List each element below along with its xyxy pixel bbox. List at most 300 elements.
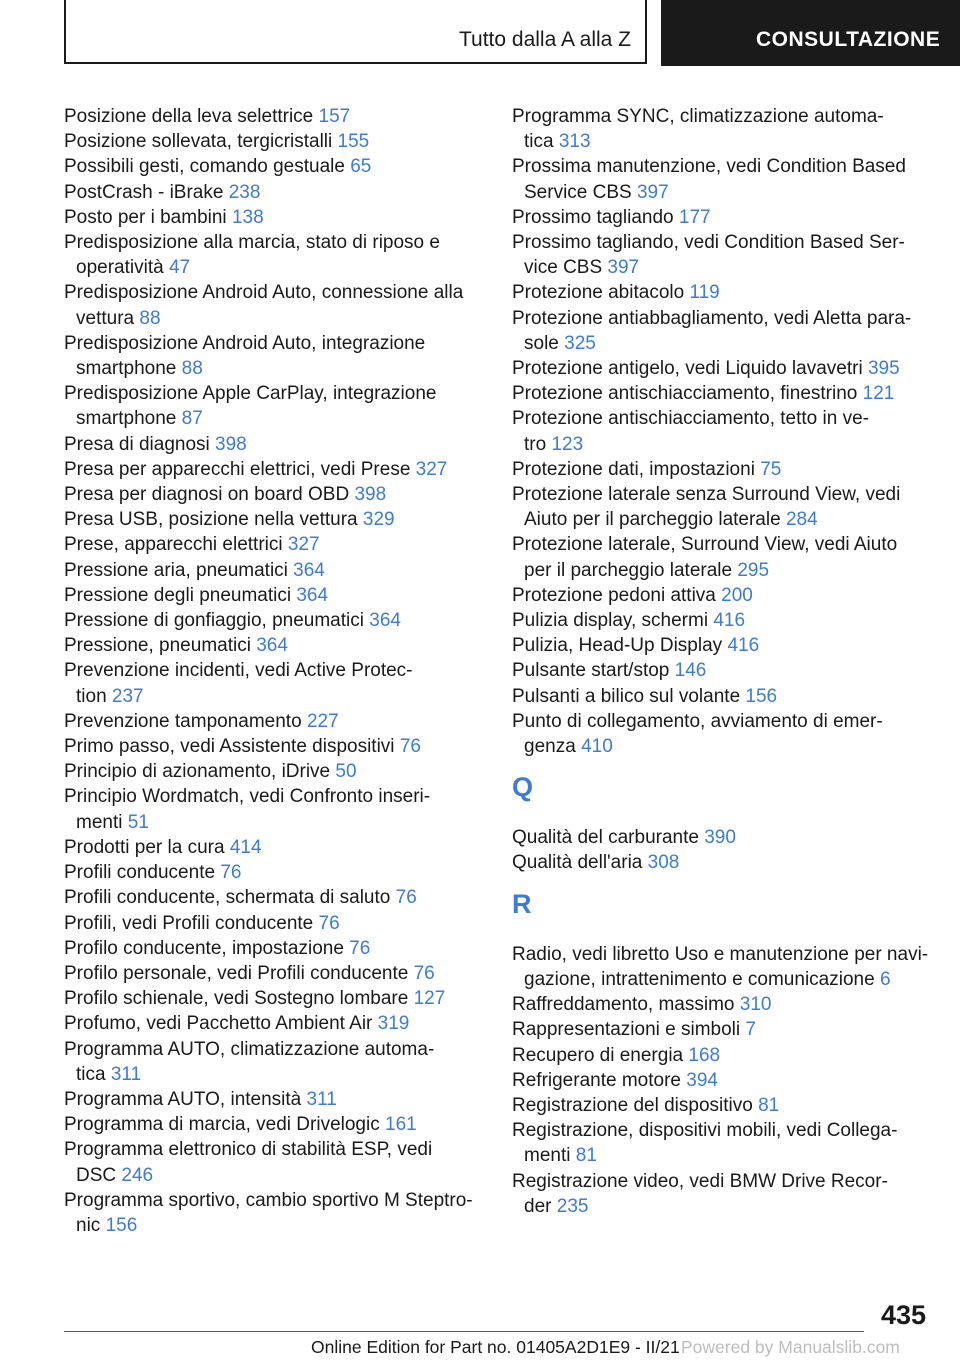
- index-entry-text: [512, 992, 932, 1017]
- index-entry-text: [64, 1011, 484, 1036]
- index-entry: [512, 825, 932, 850]
- page-reference-link[interactable]: 155: [337, 131, 370, 153]
- index-entry-label: Registrazione del dispositivo: [512, 1094, 753, 1116]
- page-reference-link[interactable]: 327: [415, 458, 448, 480]
- index-entry-text: [64, 1137, 484, 1162]
- index-entry: [512, 608, 932, 633]
- index-entry-label: Protezione laterale senza Surround View, vedi: [512, 484, 901, 506]
- page-reference-link[interactable]: 88: [139, 307, 161, 329]
- page-reference-link[interactable]: 398: [215, 433, 247, 455]
- index-entry: [64, 230, 484, 280]
- index-entry-text: [64, 1112, 484, 1137]
- index-entry-label: Possibili gesti, comando gestuale: [64, 156, 345, 178]
- page-reference-link[interactable]: 51: [127, 811, 149, 833]
- page-reference-link[interactable]: 364: [256, 635, 288, 657]
- page-reference-link[interactable]: 313: [558, 131, 591, 153]
- page-reference-link[interactable]: 87: [181, 408, 203, 430]
- index-entry: [64, 1011, 484, 1036]
- page-reference-link[interactable]: 416: [727, 635, 760, 657]
- index-entry-label: Posizione sollevata, tergicristalli: [64, 131, 333, 153]
- index-entry-label: Presa USB, posizione nella vettura: [64, 509, 358, 531]
- index-entry-text: [512, 1043, 932, 1068]
- index-entry-text: [512, 583, 932, 608]
- page-reference-link[interactable]: 81: [575, 1145, 597, 1167]
- index-entry-label: Pulizia, Head-Up Display: [512, 635, 723, 657]
- index-entry-text: [64, 1087, 484, 1112]
- index-entry: [512, 633, 932, 658]
- page-reference-link[interactable]: 397: [607, 257, 640, 279]
- index-entry-label: Programma AUTO, climatizzazione automa-: [64, 1038, 435, 1060]
- index-entry: [512, 381, 932, 406]
- index-entry-label: Predisposizione alla marcia, stato di riposo e: [64, 232, 440, 254]
- index-entry-label: Profili, vedi Profili conducente: [64, 912, 314, 934]
- index-entry-label: gazione, intrattenimento e comunicazione: [524, 968, 875, 990]
- index-entry-label: Qualità dell'aria: [512, 852, 643, 874]
- page-reference-link[interactable]: 327: [287, 534, 320, 556]
- index-entry-text: [512, 482, 932, 507]
- index-entry-label: Protezione dati, impostazioni: [512, 458, 755, 480]
- page-reference-link[interactable]: 329: [362, 509, 395, 531]
- page-reference-link[interactable]: 156: [745, 685, 778, 707]
- page-reference-link[interactable]: 75: [760, 458, 782, 480]
- index-entry: [64, 507, 484, 532]
- index-entry-label: Rappresentazioni e simboli: [512, 1019, 741, 1041]
- page-reference-link[interactable]: 76: [413, 962, 435, 984]
- index-entry: [64, 1087, 484, 1112]
- index-entry-continuation: [512, 432, 932, 457]
- index-entry-label: Predisposizione Apple CarPlay, integrazione: [64, 383, 437, 405]
- index-entry-text: [64, 280, 484, 305]
- index-entry-text: [64, 558, 484, 583]
- index-entry-text: [64, 608, 484, 633]
- page-reference-link[interactable]: 157: [318, 106, 351, 127]
- index-entry: [64, 961, 484, 986]
- index-entry-label: vice CBS: [524, 257, 603, 279]
- index-entry-label: Protezione laterale, Surround View, vedi Aiuto: [512, 534, 898, 556]
- index-entry-text: [512, 825, 932, 850]
- index-entry-text: [512, 942, 932, 967]
- page-reference-link[interactable]: 414: [229, 836, 262, 858]
- index-entry-text: [64, 885, 484, 910]
- index-entry-label: Presa per diagnosi on board OBD: [64, 484, 350, 506]
- index-entry-text: [512, 230, 932, 255]
- index-entry-label: Pressione aria, pneumatici: [64, 559, 288, 581]
- index-entry-text: [64, 709, 484, 734]
- index-entry-text: [64, 734, 484, 759]
- index-entry-continuation: [512, 507, 932, 532]
- index-entry-continuation: [64, 356, 484, 381]
- index-entry-text: [64, 784, 484, 809]
- page-reference-link[interactable]: 123: [551, 433, 584, 455]
- page-reference-link[interactable]: 235: [556, 1195, 589, 1217]
- index-entry-label: tion: [76, 685, 107, 707]
- page-reference-link[interactable]: 325: [564, 332, 596, 354]
- index-entry-label: Profili conducente: [64, 862, 216, 884]
- index-entry-label: Posizione della leva selettrice: [64, 106, 314, 127]
- index-entry-label: menti: [76, 811, 123, 833]
- index-entry: [512, 406, 932, 456]
- index-entry-text: [64, 1037, 484, 1062]
- page-reference-link[interactable]: 76: [395, 887, 417, 909]
- index-entry-continuation: [512, 967, 932, 992]
- index-entry-label: Prevenzione tamponamento: [64, 710, 302, 732]
- index-entry-label: Pulsanti a bilico sul volante: [512, 685, 741, 707]
- section-title: Tutto dalla A alla Z: [459, 28, 631, 51]
- index-entry-text: [64, 583, 484, 608]
- index-entry-continuation: [64, 1163, 484, 1188]
- index-entry-text: [64, 205, 484, 230]
- index-entry: [512, 658, 932, 683]
- header-section-box: [64, 0, 647, 64]
- index-entry-continuation: [512, 255, 932, 280]
- index-entry-text: [512, 457, 932, 482]
- page-reference-link[interactable]: 394: [686, 1069, 718, 1091]
- index-entry: [512, 684, 932, 709]
- index-entry: [64, 986, 484, 1011]
- page-reference-link[interactable]: 398: [354, 484, 387, 506]
- index-entry: [512, 942, 932, 992]
- index-entry-label: Service CBS: [524, 181, 632, 203]
- index-entry-label: sole: [524, 332, 559, 354]
- index-entry-label: Protezione abitacolo: [512, 282, 685, 304]
- index-entry-text: [64, 129, 484, 154]
- index-entry: [512, 306, 932, 356]
- index-entry: [64, 558, 484, 583]
- index-entry-label: der: [524, 1195, 552, 1217]
- page-reference-link[interactable]: 6: [879, 968, 891, 990]
- index-entry-text: [512, 205, 932, 230]
- index-entry-text: [64, 230, 484, 255]
- page-reference-link[interactable]: 395: [867, 358, 900, 380]
- index-entry-label: Protezione antiabbagliamento, vedi Aletta para-: [512, 307, 912, 329]
- index-entry-label: Profumo, vedi Pacchetto Ambient Air: [64, 1013, 373, 1035]
- index-entry: [64, 1188, 484, 1238]
- index-entry-label: Protezione antischiacciamento, tetto in ve-: [512, 408, 869, 430]
- index-entry-continuation: [512, 180, 932, 205]
- index-entry-label: Prossimo tagliando: [512, 206, 674, 228]
- index-entry-label: Predisposizione Android Auto, connessione alla: [64, 282, 464, 304]
- index-entry-text: [64, 759, 484, 784]
- index-entry-text: [512, 356, 932, 381]
- index-entry-text: [512, 406, 932, 431]
- page-reference-link[interactable]: 364: [369, 610, 401, 632]
- page-reference-link[interactable]: 76: [349, 937, 371, 959]
- index-entry: [64, 633, 484, 658]
- page-reference-link[interactable]: 7: [745, 1019, 756, 1041]
- index-entry-text: [64, 457, 484, 482]
- index-entry-label: Prevenzione incidenti, vedi Active Protec-: [64, 660, 413, 682]
- index-entry-text: [64, 658, 484, 683]
- index-entry-label: smartphone: [76, 408, 177, 430]
- page-reference-link[interactable]: 237: [111, 685, 144, 707]
- page-reference-link[interactable]: 311: [306, 1088, 337, 1110]
- index-column-left: [64, 104, 484, 1238]
- index-entry-text: [512, 709, 932, 734]
- page-reference-link[interactable]: 311: [110, 1063, 142, 1085]
- index-entry-continuation: [64, 684, 484, 709]
- page-reference-link[interactable]: 76: [318, 912, 340, 934]
- index-entry-label: per il parcheggio laterale: [524, 559, 733, 581]
- index-entry-text: [64, 180, 484, 205]
- index-entry-label: Registrazione video, vedi BMW Drive Recor-: [512, 1170, 888, 1192]
- index-entry-continuation: [512, 1194, 932, 1219]
- index-entry: [64, 658, 484, 708]
- index-entry-label: Programma di marcia, vedi Drivelogic: [64, 1114, 380, 1136]
- index-entry: [64, 381, 484, 431]
- index-entry-label: PostCrash - iBrake: [64, 181, 224, 203]
- index-entry-continuation: [64, 306, 484, 331]
- index-entry-text: [64, 860, 484, 885]
- index-entry-label: Programma sportivo, cambio sportivo M Steptro-: [64, 1189, 473, 1211]
- index-entry: [64, 104, 484, 129]
- index-entry: [64, 835, 484, 860]
- index-entry-label: Protezione antigelo, vedi Liquido lavavetri: [512, 358, 863, 380]
- page-reference-link[interactable]: 410: [581, 736, 613, 758]
- footer-edition: Online Edition for Part no. 01405A2D1E9 - II/21: [311, 1337, 680, 1357]
- index-entry-label: Principio Wordmatch, vedi Confronto inseri-: [64, 786, 431, 808]
- page-reference-link[interactable]: 50: [335, 761, 357, 783]
- page-reference-link[interactable]: 390: [704, 827, 736, 849]
- index-entry: [512, 1043, 932, 1068]
- page-reference-link[interactable]: 121: [862, 383, 895, 405]
- page-reference-link[interactable]: 284: [785, 509, 818, 531]
- index-entry: [512, 532, 932, 582]
- index-entry: [64, 709, 484, 734]
- index-entry-label: Raffreddamento, massimo: [512, 994, 735, 1016]
- page-reference-link[interactable]: 76: [220, 862, 242, 884]
- index-entry-label: Radio, vedi libretto Uso e manutenzione per navi-: [512, 943, 929, 965]
- page-reference-link[interactable]: 138: [231, 206, 264, 228]
- index-entry-text: [64, 961, 484, 986]
- index-entry-label: genza: [524, 736, 576, 758]
- index-entry: [64, 129, 484, 154]
- index-entry-continuation: [64, 810, 484, 835]
- page-reference-link[interactable]: 200: [721, 584, 753, 606]
- index-entry-text: [64, 532, 484, 557]
- index-entry-label: Profilo conducente, impostazione: [64, 937, 344, 959]
- page-reference-link[interactable]: 47: [168, 257, 191, 279]
- index-entry-label: Prese, apparecchi elettrici: [64, 534, 283, 556]
- index-entry: [64, 1112, 484, 1137]
- index-entry-label: tica: [524, 131, 554, 153]
- index-entry: [64, 911, 484, 936]
- index-entry-label: Programma SYNC, climatizzazione automa-: [512, 106, 884, 127]
- index-entry-label: DSC: [76, 1164, 117, 1186]
- page-number: 435: [880, 1300, 926, 1330]
- page-reference-link[interactable]: 310: [739, 994, 772, 1016]
- index-entry-label: Protezione antischiacciamento, finestrino: [512, 383, 858, 405]
- page-reference-link[interactable]: 364: [296, 584, 329, 606]
- index-entry-continuation: [64, 255, 484, 280]
- index-entry-label: tica: [76, 1063, 106, 1085]
- index-entry-label: Recupero di energia: [512, 1044, 684, 1066]
- index-entry-text: [512, 633, 932, 658]
- page-reference-link[interactable]: 156: [105, 1214, 138, 1236]
- index-entry-continuation: [512, 558, 932, 583]
- index-entry: [512, 583, 932, 608]
- index-entry-text: [64, 104, 484, 129]
- index-letter-heading: Q: [512, 772, 534, 803]
- chapter-tab-label: CONSULTAZIONE: [756, 28, 941, 51]
- index-entry: [512, 280, 932, 305]
- index-entry: [64, 457, 484, 482]
- index-entry-text: [64, 507, 484, 532]
- index-letter-heading: R: [512, 888, 532, 919]
- index-entry-text: [512, 1068, 932, 1093]
- index-entry: [64, 1137, 484, 1187]
- index-entry: [64, 784, 484, 834]
- page-reference-link[interactable]: 88: [181, 358, 203, 380]
- index-entry-label: Punto di collegamento, avviamento di emer-: [512, 710, 883, 732]
- index-entry-text: [512, 154, 932, 179]
- index-entry-label: Programma AUTO, intensità: [64, 1088, 302, 1110]
- page-reference-link[interactable]: 65: [350, 156, 372, 178]
- index-entry-text: [512, 1093, 932, 1118]
- index-entry-label: Protezione pedoni attiva: [512, 584, 716, 606]
- index-entry: [512, 1068, 932, 1093]
- index-entry-label: menti: [524, 1145, 571, 1167]
- index-entry: [512, 457, 932, 482]
- index-entry-text: [512, 684, 932, 709]
- index-entry-text: [64, 911, 484, 936]
- page-reference-link[interactable]: 227: [306, 710, 339, 732]
- index-entry-continuation: [512, 129, 932, 154]
- index-entry-continuation: [512, 734, 932, 759]
- page-reference-link[interactable]: 397: [636, 181, 669, 203]
- index-entry-text: [512, 381, 932, 406]
- index-entry: [512, 104, 932, 154]
- index-entry: [512, 709, 932, 759]
- index-entry-label: Presa per apparecchi elettrici, vedi Prese: [64, 458, 411, 480]
- page-reference-link[interactable]: 308: [647, 852, 680, 874]
- index-entry: [64, 608, 484, 633]
- index-entry-label: smartphone: [76, 358, 177, 380]
- index-entry-text: [512, 1118, 932, 1143]
- index-entry-label: Primo passo, vedi Assistente dispositivi: [64, 736, 395, 758]
- index-entry-text: [512, 1017, 932, 1042]
- index-entry-label: Profilo schienale, vedi Sostegno lombare: [64, 988, 409, 1010]
- index-entry-text: [64, 432, 484, 457]
- index-entry-label: Posto per i bambini: [64, 206, 227, 228]
- index-entry: [512, 356, 932, 381]
- index-entry: [64, 280, 484, 330]
- index-entry-label: Pressione di gonfiaggio, pneumatici: [64, 610, 364, 632]
- index-entry-label: Refrigerante motore: [512, 1069, 681, 1091]
- index-entry: [512, 850, 932, 875]
- page-reference-link[interactable]: 238: [228, 181, 261, 203]
- index-entry-continuation: [512, 1143, 932, 1168]
- index-entry: [64, 583, 484, 608]
- index-entry-text: [64, 986, 484, 1011]
- index-entry: [512, 1017, 932, 1042]
- index-entry-label: Registrazione, dispositivi mobili, vedi Collega-: [512, 1120, 898, 1142]
- index-entry: [64, 331, 484, 381]
- page-reference-link[interactable]: 81: [758, 1094, 780, 1116]
- page-reference-link[interactable]: 364: [293, 559, 325, 581]
- index-entry-label: operatività: [76, 257, 164, 279]
- index-entry: [512, 1169, 932, 1219]
- page-reference-link[interactable]: 168: [688, 1044, 721, 1066]
- index-entry-label: Pulizia display, schermi: [512, 610, 709, 632]
- index-entry-text: [64, 835, 484, 860]
- index-entry-label: Aiuto per il parcheggio laterale: [524, 509, 781, 531]
- index-entry-label: Presa di diagnosi: [64, 433, 210, 455]
- index-entry: [512, 205, 932, 230]
- index-entry-label: Prodotti per la cura: [64, 836, 225, 858]
- index-entry-text: [512, 306, 932, 331]
- page-reference-link[interactable]: 246: [121, 1164, 154, 1186]
- index-entry-text: [512, 104, 932, 129]
- footer-divider: [64, 1331, 864, 1332]
- index-entry-text: [64, 381, 484, 406]
- index-entry-label: Prossimo tagliando, vedi Condition Based Ser-: [512, 232, 905, 254]
- page-reference-link[interactable]: 161: [385, 1114, 417, 1136]
- index-entry: [512, 154, 932, 204]
- page-reference-link[interactable]: 76: [399, 736, 421, 758]
- page-reference-link[interactable]: 127: [413, 988, 446, 1010]
- index-entry-label: tro: [524, 433, 547, 455]
- page-reference-link[interactable]: 177: [678, 206, 711, 228]
- index-entry: [512, 230, 932, 280]
- index-entry-text: [64, 482, 484, 507]
- index-entry-label: Principio di azionamento, iDrive: [64, 761, 331, 783]
- page-reference-link[interactable]: 416: [713, 610, 746, 632]
- index-entry-text: [512, 532, 932, 557]
- page-reference-link[interactable]: 146: [674, 660, 707, 682]
- index-entry: [64, 936, 484, 961]
- index-entry-label: nic: [76, 1214, 101, 1236]
- index-entry-text: [512, 280, 932, 305]
- index-entry: [64, 482, 484, 507]
- index-entry-text: [512, 1169, 932, 1194]
- index-entry-label: Profili conducente, schermata di saluto: [64, 887, 391, 909]
- index-entry-text: [64, 154, 484, 179]
- watermark: Powered by Manualslib.com: [681, 1337, 900, 1357]
- page-reference-link[interactable]: 119: [689, 282, 720, 304]
- index-entry-text: [64, 331, 484, 356]
- index-entry-label: Qualità del carburante: [512, 827, 699, 849]
- index-entry-label: Profilo personale, vedi Profili conducente: [64, 962, 409, 984]
- index-entry-label: Prossima manutenzione, vedi Condition Based: [512, 156, 906, 178]
- index-entry: [64, 205, 484, 230]
- chapter-tab: [661, 0, 960, 66]
- index-entry-continuation: [64, 1213, 484, 1238]
- index-entry: [64, 180, 484, 205]
- index-entry-label: Predisposizione Android Auto, integrazione: [64, 332, 426, 354]
- index-entry: [64, 532, 484, 557]
- page-reference-link[interactable]: 319: [377, 1013, 410, 1035]
- index-entry-text: [512, 850, 932, 875]
- index-entry-label: vettura: [76, 307, 135, 329]
- index-entry: [64, 860, 484, 885]
- index-entry: [64, 734, 484, 759]
- index-entry: [64, 1037, 484, 1087]
- index-column-right: [512, 104, 932, 1219]
- index-entry-text: [64, 1188, 484, 1213]
- page-reference-link[interactable]: 295: [737, 559, 770, 581]
- index-entry: [512, 992, 932, 1017]
- index-entry: [512, 1093, 932, 1118]
- index-entry: [64, 759, 484, 784]
- index-entry-text: [512, 658, 932, 683]
- index-entry-text: [512, 608, 932, 633]
- index-entry-continuation: [64, 406, 484, 431]
- index-entry-text: [64, 936, 484, 961]
- index-entry-label: Pressione degli pneumatici: [64, 584, 292, 606]
- index-entry-continuation: [512, 331, 932, 356]
- index-entry-label: Programma elettronico di stabilità ESP, vedi: [64, 1139, 433, 1161]
- index-entry-text: [64, 633, 484, 658]
